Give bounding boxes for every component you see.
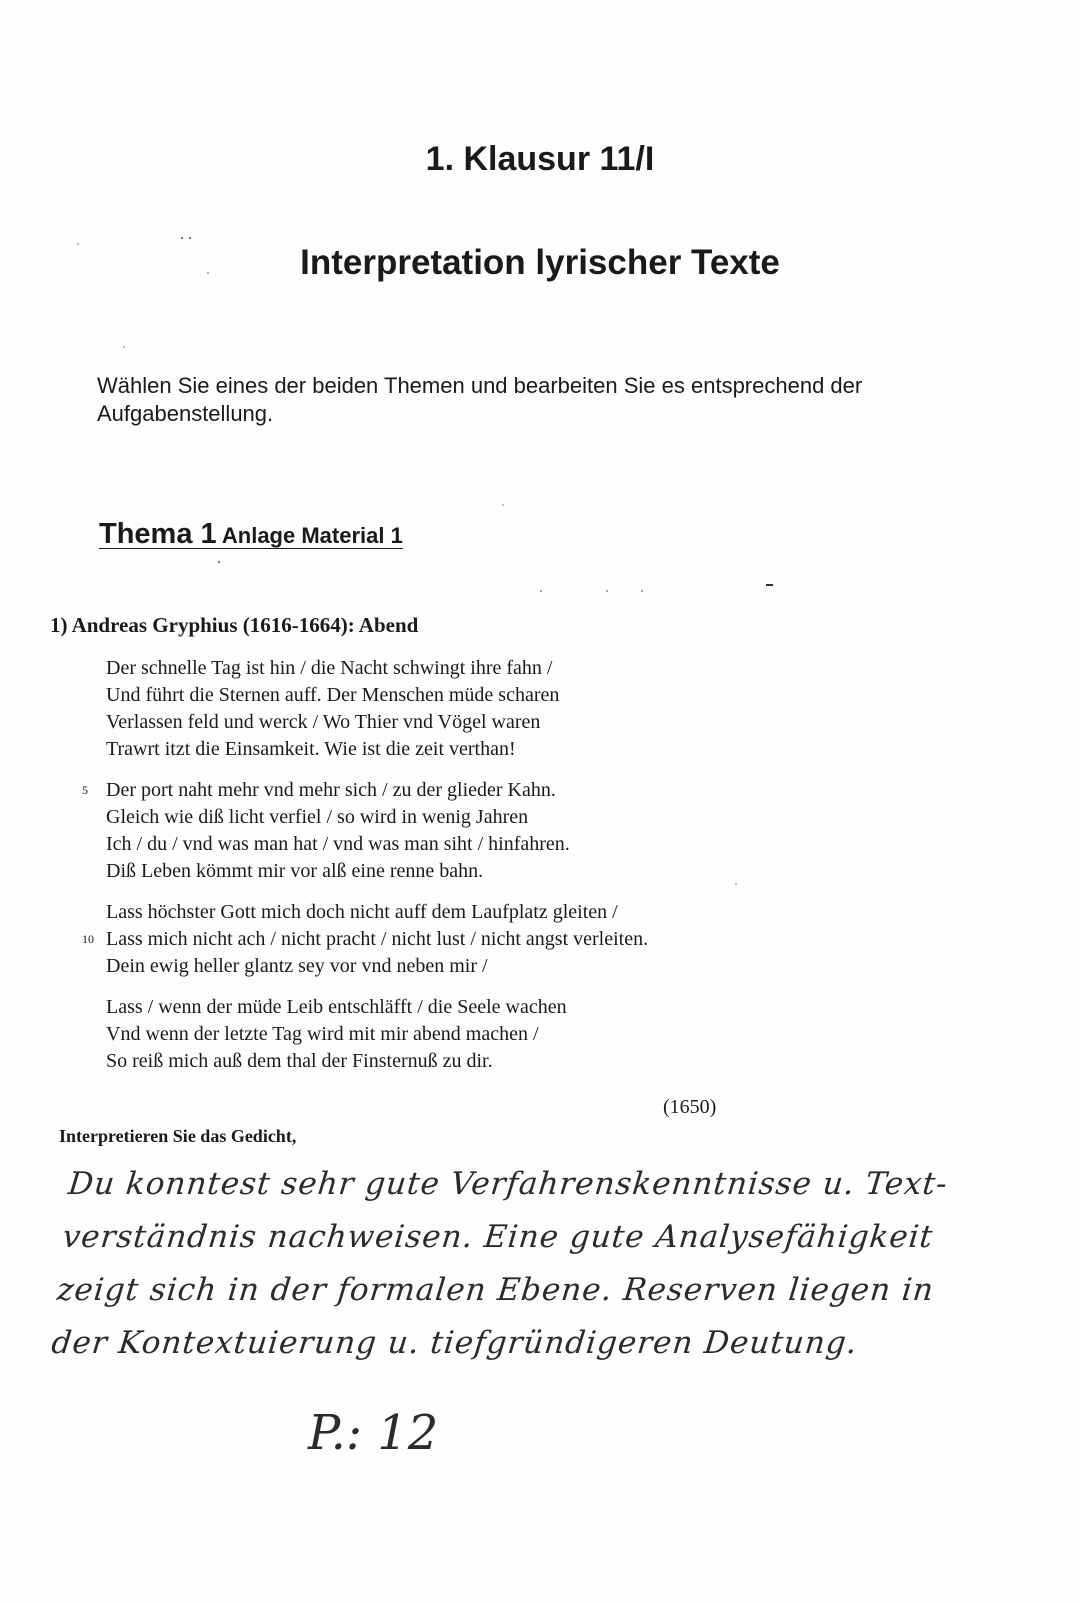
poem-stanza-2 bbox=[82, 777, 826, 885]
theme-material: Anlage Material 1 bbox=[221, 523, 403, 548]
feedback-line: der Kontextuierung u. tiefgründigeren Deutung. bbox=[49, 1325, 860, 1361]
poem-line: Vnd wenn der letzte Tag wird mit mir abend machen / bbox=[106, 1023, 539, 1045]
poem-line: Der schnelle Tag ist hin / die Nacht schwingt ihre fahn / bbox=[106, 657, 553, 679]
poem-line: Lass höchster Gott mich doch nicht auff dem Laufplatz gleiten / bbox=[106, 901, 618, 923]
poem-line-with-number bbox=[82, 926, 826, 953]
feedback-line: zeigt sich in der formalen Ebene. Reserven liegen in bbox=[55, 1272, 936, 1308]
poem-stanza-4 bbox=[106, 994, 826, 1075]
task-text: Interpretieren Sie das Gedicht, bbox=[59, 1126, 297, 1146]
theme-heading bbox=[99, 518, 403, 551]
poem-line: So reiß mich auß dem thal der Finsternuß zu dir. bbox=[106, 1050, 493, 1072]
poem-line-text: Lass mich nicht ach / nicht pracht / nicht lust / nicht angst verleiten. bbox=[106, 928, 649, 950]
poem-year: (1650) bbox=[663, 1096, 717, 1118]
poem-line: Trawrt itzt die Einsamkeit. Wie ist die zeit verthan! bbox=[106, 738, 516, 760]
page-title: 1. Klausur 11/I bbox=[425, 140, 655, 178]
poem-line: Lass / wenn der müde Leib entschläfft / die Seele wachen bbox=[106, 996, 567, 1018]
poem-line: Und führt die Sternen auff. Der Menschen müde scharen bbox=[106, 684, 560, 706]
teacher-feedback bbox=[49, 1158, 971, 1370]
grade-points: P.: 12 bbox=[308, 1405, 439, 1461]
poem-line: Diß Leben kömmt mir vor alß eine renne bahn. bbox=[106, 860, 484, 882]
poem-stanza-3 bbox=[82, 899, 826, 980]
line-number: 10 bbox=[82, 932, 94, 946]
theme-label: Thema 1 bbox=[99, 518, 217, 550]
instruction-text: Wählen Sie eines der beiden Themen und bearbeiten Sie es entsprechend der Aufgabenstellung. bbox=[97, 373, 863, 426]
poem-line-text: Der port naht mehr vnd mehr sich / zu der glieder Kahn. bbox=[106, 779, 556, 801]
poem-stanza-1 bbox=[106, 655, 826, 763]
line-number: 5 bbox=[82, 783, 88, 797]
poem-line: Ich / du / vnd was man hat / vnd was man siht / hinfahren. bbox=[106, 833, 570, 855]
feedback-line: verständnis nachweisen. Eine gute Analysefähigkeit bbox=[60, 1219, 936, 1255]
poem-line: Dein ewig heller glantz sey vor vnd neben mir / bbox=[106, 955, 488, 977]
poem-heading: 1) Andreas Gryphius (1616-1664): Abend bbox=[50, 613, 419, 637]
feedback-line: Du konntest sehr gute Verfahrenskenntnisse u. Text- bbox=[66, 1166, 950, 1202]
poem-line: Verlassen feld und werck / Wo Thier vnd Vögel waren bbox=[106, 711, 541, 733]
poem-line: Gleich wie diß licht verfiel / so wird in wenig Jahren bbox=[106, 806, 529, 828]
poem-body bbox=[82, 655, 826, 1089]
margin-mark bbox=[766, 584, 773, 586]
poem-line-with-number bbox=[82, 777, 826, 804]
page-subtitle: Interpretation lyrischer Texte bbox=[300, 243, 780, 282]
